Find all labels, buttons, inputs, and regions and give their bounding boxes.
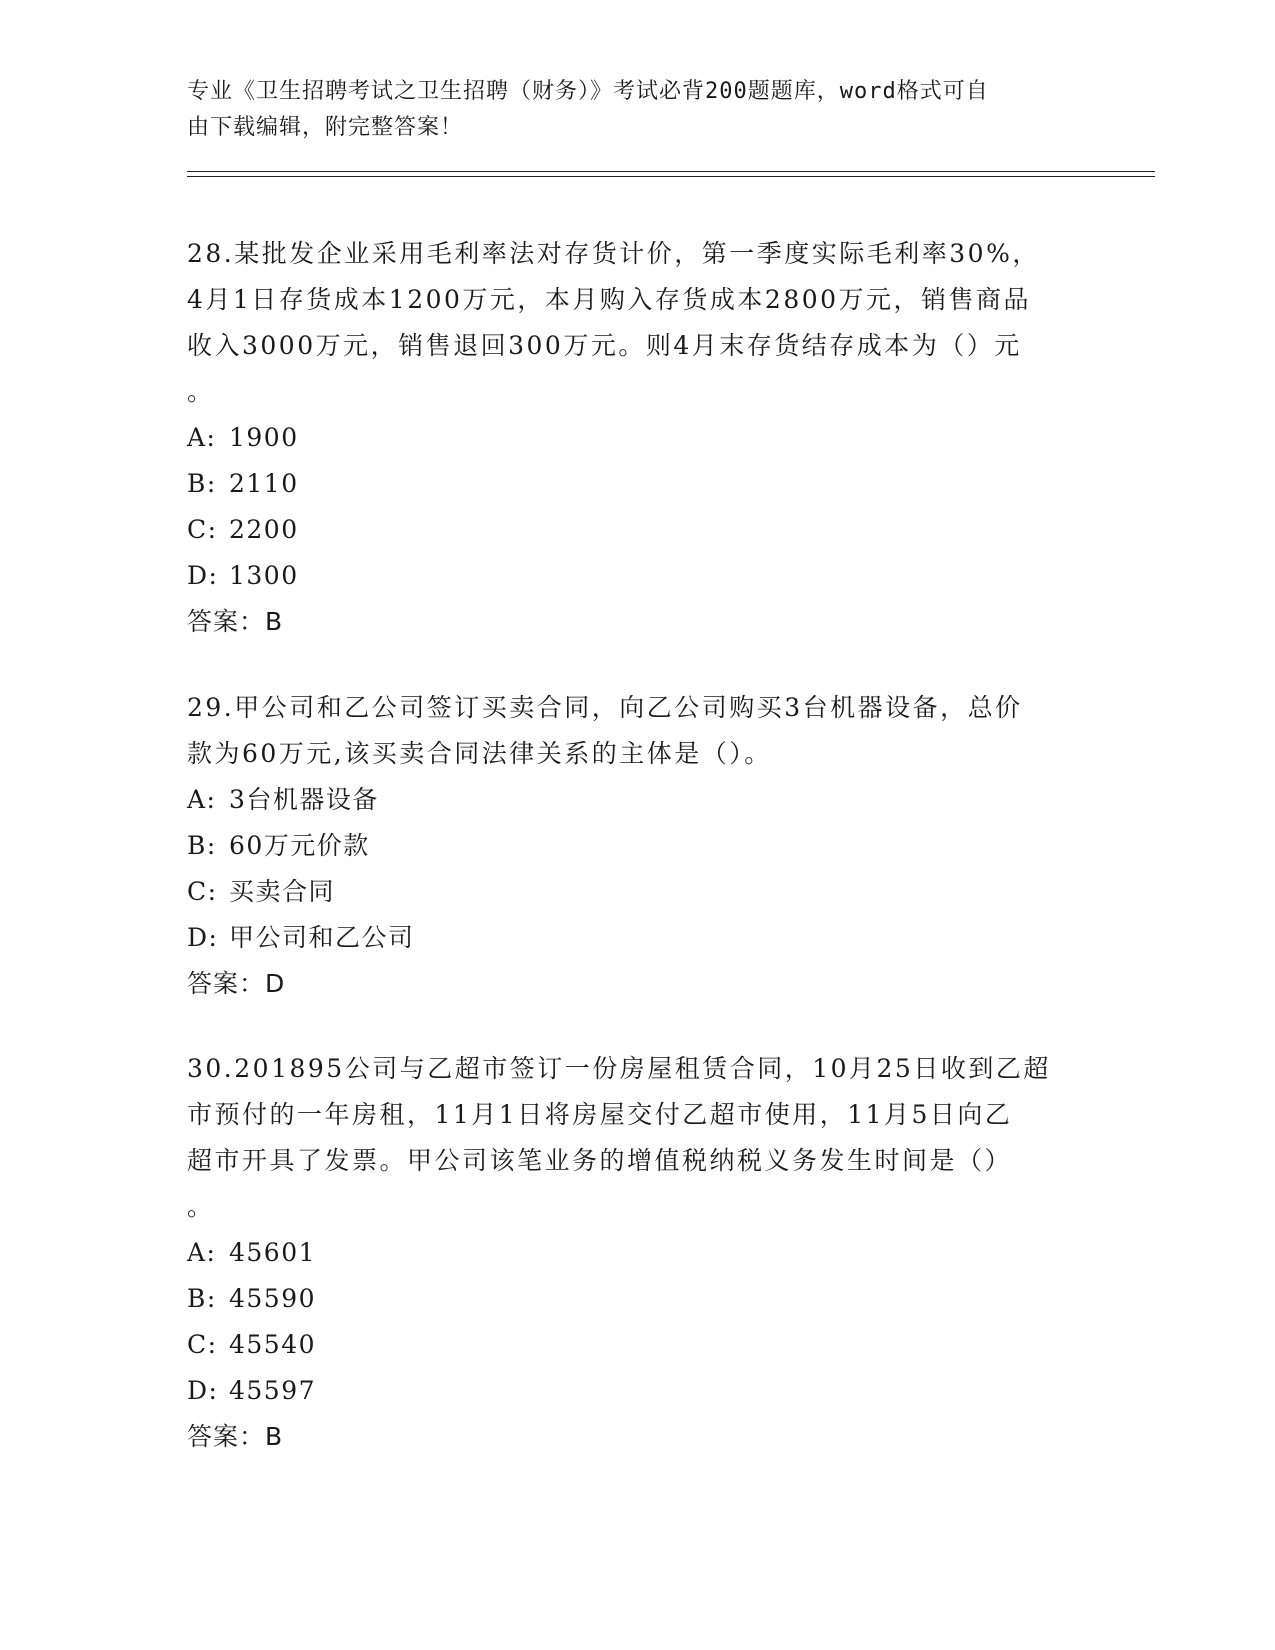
option-text: 45540: [229, 1330, 317, 1359]
option-text: 45601: [229, 1238, 317, 1267]
option-text: 甲公司和乙公司: [229, 923, 415, 952]
question-stem-line: 。: [187, 377, 215, 406]
answer-line: 答案：B: [187, 607, 284, 636]
option-d: [187, 553, 1087, 599]
question-stem-line: 28.某批发企业采用毛利率法对存货计价，第一季度实际毛利率30%，: [187, 239, 1040, 268]
question-stem-line: 市预付的一年房租，11月1日将房屋交付乙超市使用，11月5日向乙: [187, 1100, 1013, 1129]
question-stem-line: 。: [187, 1192, 215, 1221]
option-c: [187, 869, 1087, 915]
question-stem-line: 30.201895公司与乙超市签订一份房屋租赁合同，10月25日收到乙超: [187, 1054, 1051, 1083]
option-key: A:: [187, 1238, 217, 1267]
question-stem-line: 4月1日存货成本1200万元，本月购入存货成本2800万元，销售商品: [187, 285, 1032, 314]
option-b: [187, 823, 1087, 869]
option-key: C:: [187, 515, 218, 544]
option-key: D:: [187, 1376, 219, 1405]
option-text: 45590: [229, 1284, 317, 1313]
option-a: [187, 777, 1087, 823]
question-stem-line: 款为60万元,该买卖合同法律关系的主体是（）。: [187, 739, 772, 768]
option-c: [187, 1322, 1087, 1368]
option-text: 2110: [229, 469, 299, 498]
option-a: [187, 1230, 1087, 1276]
question-30: [187, 1046, 1087, 1460]
option-key: C:: [187, 877, 218, 906]
answer-line: 答案：B: [187, 1422, 284, 1451]
header-line-2: 由下载编辑，附完整答案！: [187, 115, 464, 140]
option-key: D:: [187, 561, 219, 590]
option-text: 45597: [229, 1376, 317, 1405]
option-text: 1900: [229, 423, 299, 452]
option-text: 60万元价款: [229, 831, 370, 860]
option-d: [187, 915, 1087, 961]
header-line-1: 专业《卫生招聘考试之卫生招聘（财务）》考试必背200题题库，word格式可自: [187, 79, 989, 104]
option-d: [187, 1368, 1087, 1414]
option-a: [187, 415, 1087, 461]
option-text: 3台机器设备: [229, 785, 379, 814]
header-divider-top: [187, 171, 1155, 172]
option-key: B:: [187, 469, 217, 498]
option-key: B:: [187, 831, 217, 860]
question-stem-line: 收入3000万元，销售退回300万元。则4月末存货结存成本为（）元: [187, 331, 1022, 360]
answer-line: 答案：D: [187, 969, 286, 998]
option-key: D:: [187, 923, 219, 952]
option-key: C:: [187, 1330, 218, 1359]
question-stem-line: 超市开具了发票。甲公司该笔业务的增值税纳税义务发生时间是（）: [187, 1146, 1013, 1175]
option-b: [187, 461, 1087, 507]
option-text: 1300: [229, 561, 299, 590]
question-29: [187, 685, 1087, 1007]
option-key: A:: [187, 423, 217, 452]
option-text: 买卖合同: [229, 877, 336, 906]
option-b: [187, 1276, 1087, 1322]
question-28: [187, 231, 1087, 645]
option-c: [187, 507, 1087, 553]
header-divider-bottom: [187, 176, 1155, 177]
option-key: A:: [187, 785, 217, 814]
option-text: 2200: [229, 515, 299, 544]
option-key: B:: [187, 1284, 217, 1313]
document-header: [187, 74, 1067, 146]
question-stem-line: 29.甲公司和乙公司签订买卖合同，向乙公司购买3台机器设备，总价: [187, 693, 1023, 722]
